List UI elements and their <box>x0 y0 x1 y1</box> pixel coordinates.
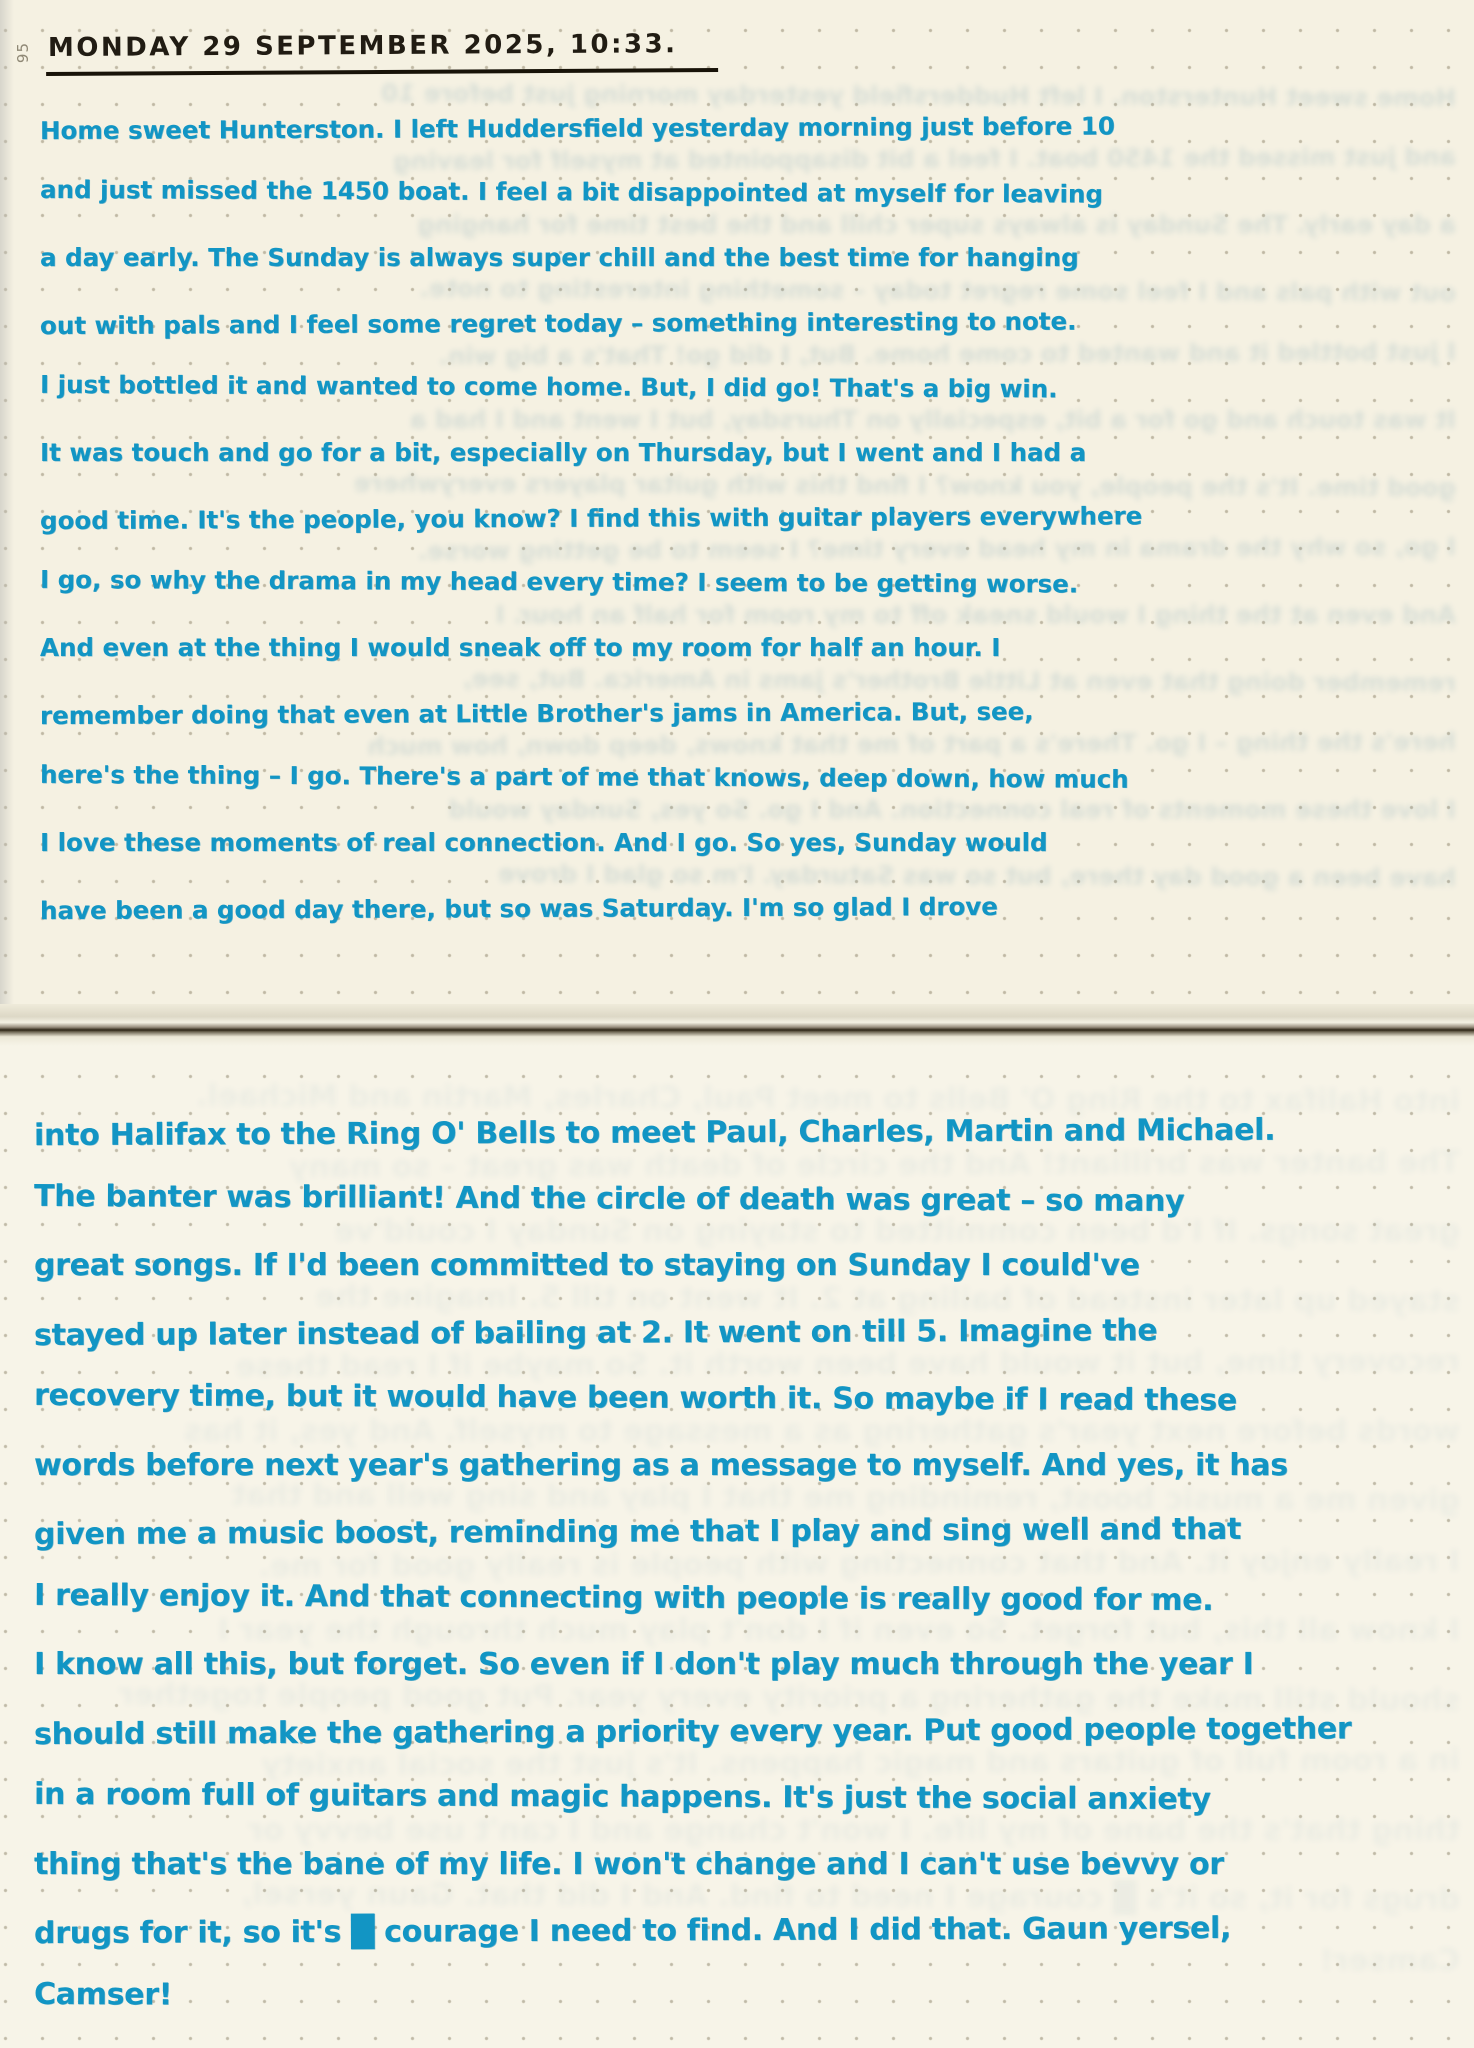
ghost-line: and just missed the 1450 boat. I feel a bit disappointed at myself for leaving <box>393 141 1457 176</box>
date-heading-text: MONDAY 29 SEPTEMBER 2025, 10:33. <box>46 29 718 76</box>
ghost-line: into Halifax to the Ring O' Bells to meet Paul, Charles, Martin and Michael. <box>195 1078 1461 1120</box>
handwritten-line: remember doing that even at Little Brother's jams in America. But, see, <box>39 696 1034 731</box>
ghost-line: recovery time, but it would have been worth it. So maybe if I read these <box>235 1343 1461 1385</box>
ghost-line: The banter was brilliant! And the circle of death was great – so many <box>288 1144 1461 1185</box>
handwritten-line: I love these moments of real connection. And I go. So yes, Sunday would <box>40 828 1048 857</box>
page-number: 95 <box>14 42 32 64</box>
ghost-line: a day early. The Sunday is always super chill and the best time for hanging <box>417 210 1456 239</box>
handwritten-line: drugs for it, so it's █ courage I need to find. And I did that. Gaun yersel, <box>33 1910 1232 1952</box>
ghost-line: given me a music boost, reminding me that I play and sing well and that <box>231 1477 1461 1519</box>
ghost-line: should still make the gathering a priority every year. Put good people together <box>118 1676 1461 1718</box>
handwritten-line: into Halifax to the Ring O' Bells to meet Paul, Charles, Martin and Michael. <box>33 1112 1276 1154</box>
handwritten-line: great songs. If I'd been committed to staying on Sunday I could've <box>34 1248 1140 1283</box>
handwritten-line: stayed up later instead of bailing at 2. It went on till 5. Imagine the <box>33 1312 1158 1353</box>
journal-page-top <box>0 0 1474 1004</box>
ghost-line: I really enjoy it. And that connecting with people is really good for me. <box>258 1543 1461 1584</box>
ghost-line: I love these moments of real connection. And I go. So yes, Sunday would <box>448 795 1456 824</box>
handwritten-line: It was touch and go for a bit, especially on Thursday, but I went and I had a <box>40 438 1087 467</box>
handwritten-line: and just missed the 1450 boat. I feel a bit disappointed at myself for leaving <box>39 174 1103 209</box>
handwritten-line: good time. It's the people, you know? I find this with guitar players everywhere <box>39 501 1143 536</box>
handwritten-line: should still make the gathering a priority every year. Put good people together <box>33 1710 1352 1752</box>
handwritten-line: The banter was brilliant! And the circle of death was great – so many <box>33 1178 1185 1219</box>
handwritten-line: And even at the thing I would sneak off to my room for half an hour. I <box>40 633 1001 662</box>
handwritten-line: given me a music boost, reminding me that I play and sing well and that <box>33 1511 1242 1553</box>
journal-text-top <box>40 95 1456 940</box>
ghost-line: Camser! <box>1319 1942 1461 1979</box>
ghost-line: And even at the thing I would sneak off to my room for half an hour. I <box>495 600 1456 629</box>
ghost-line: remember doing that even at Little Brother's jams in America. But, see, <box>462 663 1457 698</box>
journal-text-bottom <box>34 1100 1460 2031</box>
handwritten-line: I go, so why the drama in my head every time? I seem to be getting worse. <box>39 564 1079 599</box>
handwritten-line: Camser! <box>33 1976 173 2012</box>
journal-page-bottom <box>0 1046 1474 2048</box>
ghost-line: stayed up later instead of bailing at 2. It went on till 5. Imagine the <box>315 1278 1461 1319</box>
ghost-line: Home sweet Hunterston. I left Huddersfield yesterday morning just before 10 <box>381 78 1457 113</box>
ghost-line: out with pals and I feel some regret today – something interesting to note. <box>419 273 1457 308</box>
ghost-line: have been a good day there, but so was Saturday. I'm so glad I drove <box>498 858 1457 893</box>
date-heading <box>46 24 718 74</box>
handwritten-line: words before next year's gathering as a message to myself. And yes, it has <box>34 1447 1288 1483</box>
handwritten-line: in a room full of guitars and magic happens. It's just the social anxiety <box>33 1776 1211 1818</box>
handwritten-line: I just bottled it and wanted to come home. But, I did go! That's a big win. <box>39 369 1058 404</box>
handwritten-line: thing that's the bane of my life. I won't change and I can't use bevvy or <box>34 1846 1224 1882</box>
handwritten-line: I know all this, but forget. So even if I don't play much through the year I <box>34 1647 1254 1682</box>
ghost-line: great songs. If I'd been committed to staying on Sunday I could've <box>334 1214 1460 1249</box>
ghost-line: I just bottled it and wanted to come home. But, I did go! That's a big win. <box>438 336 1457 371</box>
handwritten-line: out with pals and I feel some regret today – something interesting to note. <box>39 306 1077 341</box>
ghost-line: I know all this, but forget. So even if I don't play much through the year I <box>217 1613 1460 1648</box>
ghost-line: It was touch and go for a bit, especially on Thursday, but I went and I had a <box>409 405 1456 434</box>
ghost-line: words before next year's gathering as a message to myself. And yes, it has <box>184 1413 1460 1449</box>
ghost-line: drugs for it, so it's █ courage I need to find. And I did that. Gaun yersel, <box>241 1876 1461 1918</box>
handwritten-line: here's the thing – I go. There's a part of me that knows, deep down, how much <box>39 759 1129 794</box>
handwritten-line: recovery time, but it would have been worth it. So maybe if I read these <box>33 1377 1238 1419</box>
ghost-line: good time. It's the people, you know? I find this with guitar players everywhere <box>353 468 1457 503</box>
ghost-line: thing that's the bane of my life. I won't change and I can't use bevvy or <box>248 1812 1460 1848</box>
page-fold-gutter <box>0 1004 1474 1046</box>
ghost-line: here's the thing – I go. There's a part of me that knows, deep down, how much <box>367 726 1457 761</box>
ghost-line: I go, so why the drama in my head every time? I seem to be getting worse. <box>417 531 1457 566</box>
handwritten-line: Home sweet Hunterston. I left Huddersfield yesterday morning just before 10 <box>39 111 1115 146</box>
handwritten-line: I really enjoy it. And that connecting with people is really good for me. <box>33 1577 1214 1618</box>
handwritten-line: a day early. The Sunday is always super chill and the best time for hanging <box>40 243 1079 272</box>
ghost-line: in a room full of guitars and magic happens. It's just the social anxiety <box>261 1742 1461 1784</box>
handwritten-line: have been a good day there, but so was Saturday. I'm so glad I drove <box>39 891 998 926</box>
